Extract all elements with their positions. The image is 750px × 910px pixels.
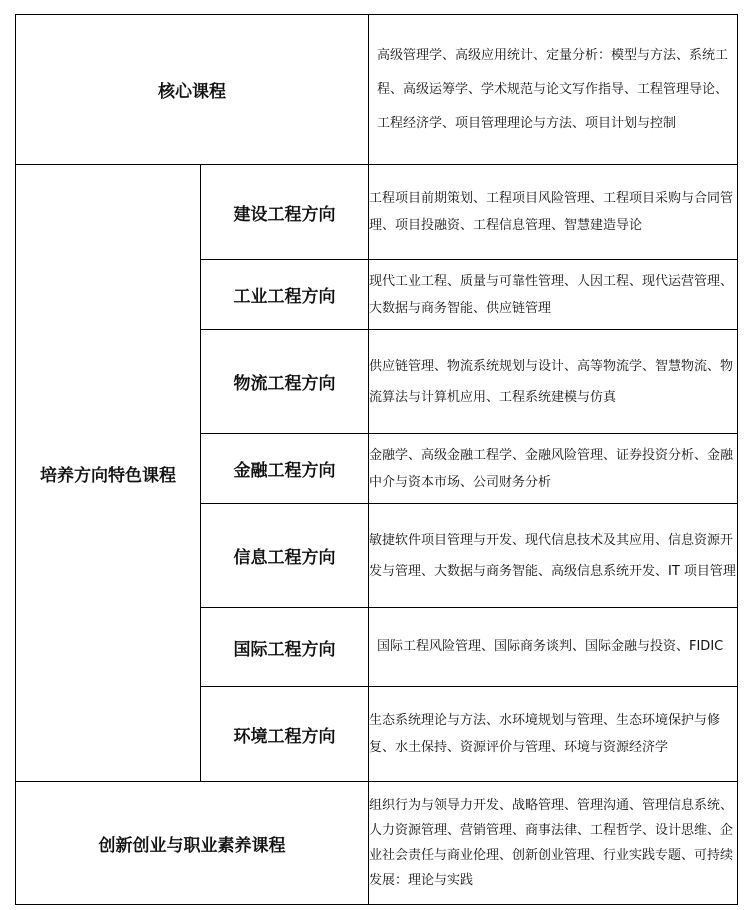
direction-name: 物流工程方向 [201,330,369,434]
core-courses-label: 核心课程 [16,15,369,165]
innovation-courses-label: 创新创业与职业素养课程 [16,782,369,905]
innovation-courses-list: 组织行为与领导力开发、战略管理、管理沟通、管理信息系统、人力资源管理、营销管理、商事法律、工程哲学、设计思维、企业社会责任与商业伦理、创新创业管理、行业实践专题、可持续发展：理论与实践 [369,782,738,905]
direction-courses: 生态系统理论与方法、水环境规划与管理、生态环境保护与修复、水土保持、资源评价与管理、环境与资源经济学 [369,687,738,782]
specialty-courses-label: 培养方向特色课程 [16,165,201,782]
table-row-innovation [16,782,738,905]
direction-courses: 金融学、高级金融工程学、金融风险管理、证券投资分析、金融中介与资本市场、公司财务分析 [369,434,738,504]
curriculum-table [15,14,738,905]
table-row-direction [16,165,738,260]
direction-courses: 工程项目前期策划、工程项目风险管理、工程项目采购与合同管理、项目投融资、工程信息管理、智慧建造导论 [369,165,738,260]
direction-name: 金融工程方向 [201,434,369,504]
core-courses-list: 高级管理学、高级应用统计、定量分析：模型与方法、系统工程、高级运筹学、学术规范与论文写作指导、工程管理导论、工程经济学、项目管理理论与方法、项目计划与控制 [369,15,738,165]
direction-courses: 供应链管理、物流系统规划与设计、高等物流学、智慧物流、物流算法与计算机应用、工程系统建模与仿真 [369,330,738,434]
table-row-core [16,15,738,165]
direction-name: 工业工程方向 [201,260,369,330]
direction-name: 信息工程方向 [201,504,369,608]
direction-courses: 敏捷软件项目管理与开发、现代信息技术及其应用、信息资源开发与管理、大数据与商务智能、高级信息系统开发、IT 项目管理 [369,504,738,608]
direction-courses: 国际工程风险管理、国际商务谈判、国际金融与投资、FIDIC [369,608,738,687]
direction-name: 建设工程方向 [201,165,369,260]
direction-courses: 现代工业工程、质量与可靠性管理、人因工程、现代运营管理、大数据与商务智能、供应链管理 [369,260,738,330]
direction-name: 国际工程方向 [201,608,369,687]
direction-name: 环境工程方向 [201,687,369,782]
